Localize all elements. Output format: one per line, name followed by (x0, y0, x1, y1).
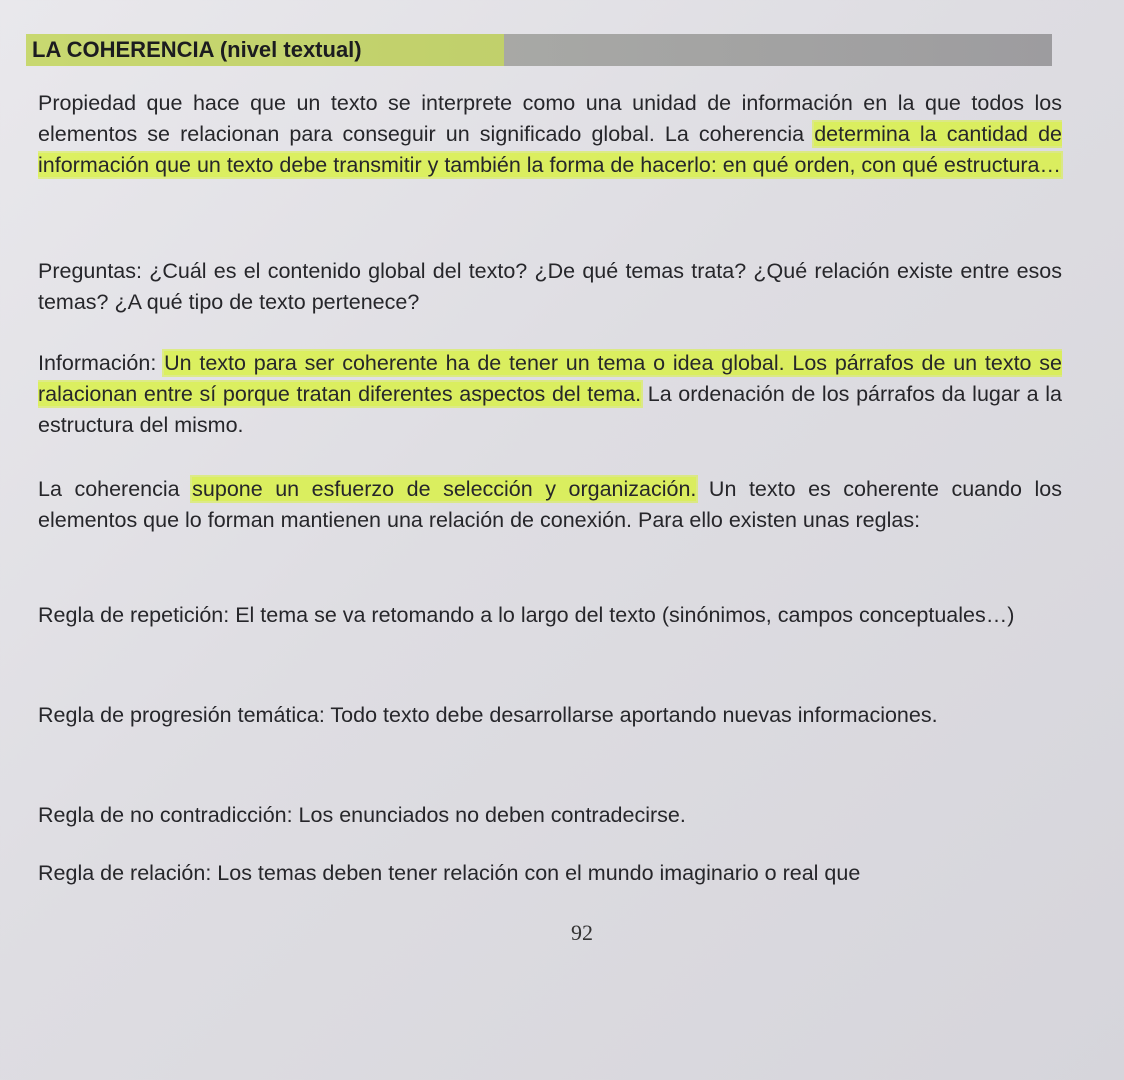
rule-repetition: Regla de repetición: El tema se va retomando a lo largo del texto (sinónimos, campos conceptuales…) (38, 603, 1015, 627)
page-title: LA COHERENCIA (nivel textual) (32, 37, 362, 62)
paragraph-definition-highlight: determina la cantidad de información que un texto debe transmitir y también la forma de hacerlo: en qué orden, con qué estructura… (38, 122, 1062, 177)
paragraph-information-highlight: Un texto para ser coherente ha de tener un tema o idea global. Los párrafos de un texto se ralacionan entre sí porque tratan diferentes aspectos del tema. (38, 351, 1062, 406)
paragraph-information-label: Información: (38, 351, 165, 375)
rule-thematic-progression: Regla de progresión temática: Todo texto debe desarrollarse aportando nuevas informaciones. (38, 703, 938, 727)
paragraph-coherence-highlight: supone un esfuerzo de selección y organización. (192, 477, 697, 501)
paragraph-questions: Preguntas: ¿Cuál es el contenido global del texto? ¿De qué temas trata? ¿Qué relación existe entre esos temas? ¿A qué tipo de texto pertenece? (38, 259, 1062, 314)
page-number: 92 (571, 920, 593, 945)
paragraph-definition (38, 88, 1062, 181)
rule-relation: Regla de relación: Los temas deben tener relación con el mundo imaginario o real que (38, 861, 861, 885)
paragraph-information-text: La ordenación de los párrafos da lugar a la estructura del mismo. (38, 382, 1062, 437)
paragraph-definition-text: Propiedad que hace que un texto se interprete como una unidad de información en la que todos los elementos se relacionan para conseguir un significado global. La coherencia (38, 91, 1062, 146)
paragraph-coherence-rest: Un texto es coherente cuando los elementos que lo forman mantienen una relación de conexión. Para ello existen unas reglas: (38, 477, 1063, 532)
paragraph-coherence-text: La coherencia (38, 477, 193, 501)
paragraph-information (38, 348, 1062, 441)
rule-no-contradiction: Regla de no contradicción: Los enunciados no deben contradecirse. (38, 803, 686, 827)
paragraph-coherence (38, 474, 1062, 536)
